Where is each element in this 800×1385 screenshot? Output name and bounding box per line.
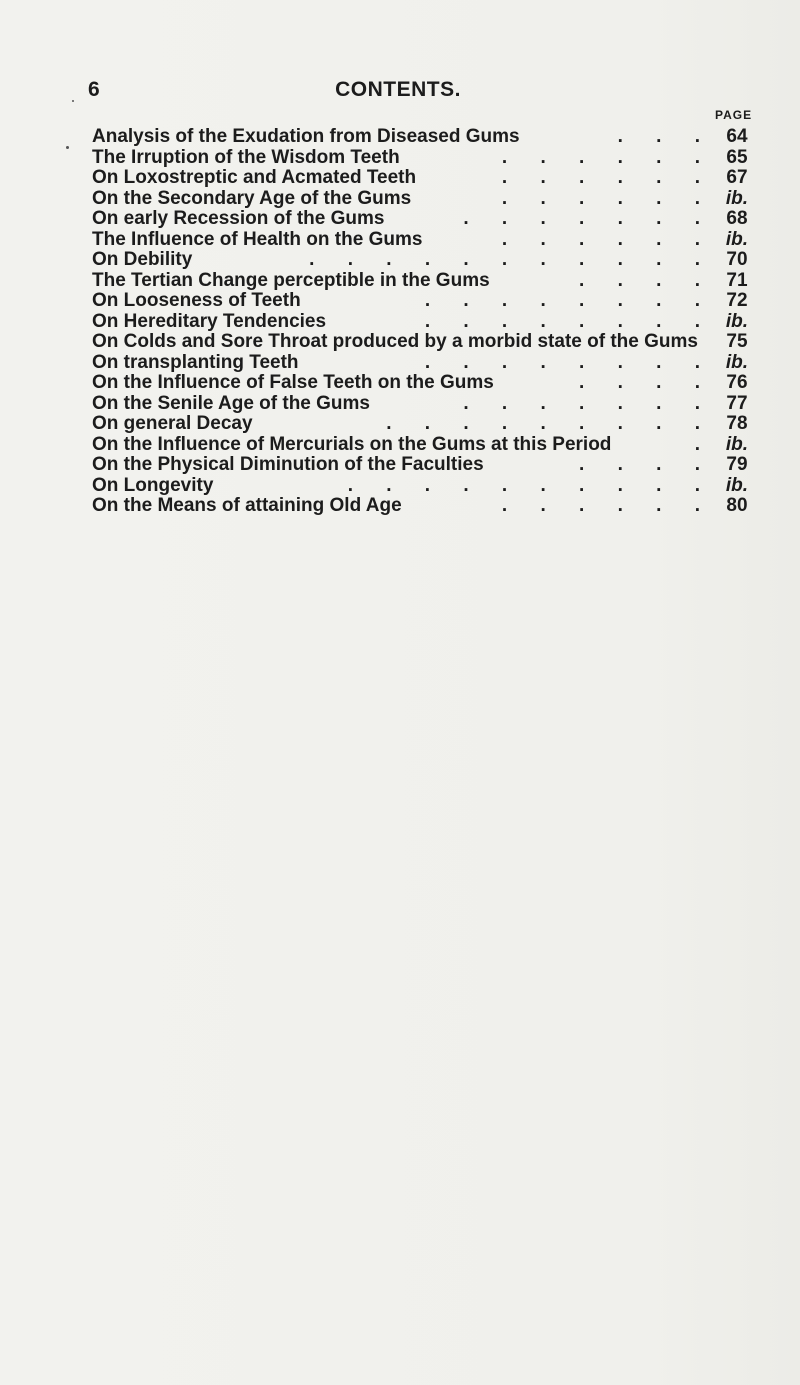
toc-entry-leader: . . . . — [579, 454, 714, 475]
toc-entry-leader: . . . . . . . . — [424, 290, 714, 311]
toc-entry — [92, 433, 749, 456]
toc-entry-page: 75 — [726, 331, 748, 352]
toc-entry — [92, 495, 748, 517]
toc-entry-page: ib. — [725, 228, 749, 250]
toc-entry-title: The Tertian Change perceptible in the Gums — [92, 269, 490, 291]
toc-entry-leader: . . . . . . . — [463, 208, 714, 229]
toc-entry — [92, 331, 748, 353]
toc-entry — [92, 249, 748, 271]
toc-entry-leader: . — [694, 433, 714, 455]
toc-entry-page: 79 — [726, 454, 748, 475]
toc-entry-title: On general Decay — [92, 413, 253, 434]
toc-entry — [92, 290, 748, 312]
toc-entry — [92, 392, 748, 415]
toc-entry — [92, 351, 749, 374]
toc-entry-page: 64 — [726, 126, 748, 147]
toc-entry — [92, 208, 748, 230]
toc-entry-page: 68 — [726, 208, 748, 229]
toc-entry — [92, 187, 749, 210]
toc-entry — [92, 474, 749, 497]
toc-entry-page: 70 — [726, 249, 748, 270]
running-title: CONTENTS. — [335, 78, 461, 101]
toc-entry — [92, 413, 748, 435]
toc-entry-title: On Looseness of Teeth — [92, 290, 301, 311]
toc-entry-page: ib. — [725, 310, 749, 332]
toc-entry — [92, 454, 748, 476]
toc-entry-leader: . . . — [617, 126, 714, 147]
print-speck — [72, 100, 74, 102]
toc-entry-page: 71 — [726, 269, 748, 291]
toc-entry-page: ib. — [725, 433, 749, 455]
toc-entry — [92, 146, 748, 169]
toc-entry-title: On Debility — [92, 249, 193, 270]
toc-entry-leader: . . . . . . . . — [424, 310, 714, 332]
toc-entry-page: 80 — [726, 495, 748, 516]
toc-entry-leader: . . . . . . — [501, 146, 714, 168]
toc-entry-page: 77 — [726, 392, 748, 414]
toc-entry-leader: . . . . . . . . — [424, 351, 714, 373]
page-header — [88, 78, 708, 104]
toc-entry-title: The Influence of Health on the Gums — [92, 228, 423, 250]
toc-entry-title: On the Secondary Age of the Gums — [92, 187, 412, 209]
toc-entry-leader: . . . . . . . . . . — [347, 474, 714, 496]
toc-entry-title: On the Influence of False Teeth on the Gums — [92, 372, 494, 393]
toc-entry-title: The Irruption of the Wisdom Teeth — [92, 146, 400, 168]
table-of-contents — [92, 126, 749, 517]
toc-entry-title: On the Physical Diminution of the Faculties — [92, 454, 484, 475]
toc-entry-leader: . . . . . . . . . — [386, 413, 714, 434]
page-column-heading: PAGE — [715, 108, 753, 122]
toc-entry-leader: . . . . — [579, 269, 714, 291]
toc-entry-title: On the Influence of Mercurials on the Gums at this Period — [92, 433, 612, 455]
toc-entry-page: 78 — [726, 413, 748, 434]
toc-entry-leader: . . . . . . — [501, 187, 714, 209]
page-number: 6 — [88, 78, 101, 101]
toc-entry-title: On early Recession of the Gums — [92, 208, 385, 229]
toc-entry-leader: . . . . . . . — [463, 392, 714, 414]
toc-entry-page: ib. — [725, 351, 749, 373]
toc-entry-title: On the Senile Age of the Gums — [92, 392, 370, 414]
toc-entry — [92, 126, 748, 148]
toc-entry-page: 65 — [726, 146, 748, 168]
toc-entry-page: 76 — [726, 372, 748, 393]
toc-entry-leader: . . . . . . — [501, 495, 714, 516]
toc-entry-leader: . . . . . . — [501, 228, 714, 250]
toc-entry-title: On Loxostreptic and Acmated Teeth — [92, 167, 417, 188]
toc-entry-title: On the Means of attaining Old Age — [92, 495, 402, 516]
toc-entry-title: On transplanting Teeth — [92, 351, 299, 373]
toc-entry-leader: . . . . . . — [501, 167, 714, 188]
toc-entry — [92, 269, 748, 292]
toc-entry — [92, 372, 748, 394]
toc-entry — [92, 310, 749, 333]
toc-entry-leader: . . . . — [579, 372, 714, 393]
toc-entry-title: On Longevity — [92, 474, 214, 496]
toc-entry-page: ib. — [725, 474, 749, 496]
print-speck — [66, 146, 69, 149]
toc-entry-title: On Colds and Sore Throat produced by a morbid state of the Gums — [92, 331, 698, 352]
toc-entry-leader: . . . . . . . . . . . — [309, 249, 714, 270]
toc-entry-title: On Hereditary Tendencies — [92, 310, 327, 332]
toc-entry-page: 72 — [726, 290, 748, 311]
toc-entry-page: ib. — [725, 187, 749, 209]
toc-entry-title: Analysis of the Exudation from Diseased Gums — [92, 126, 520, 147]
toc-entry-page: 67 — [726, 167, 748, 188]
toc-entry — [92, 228, 749, 251]
toc-entry — [92, 167, 748, 189]
